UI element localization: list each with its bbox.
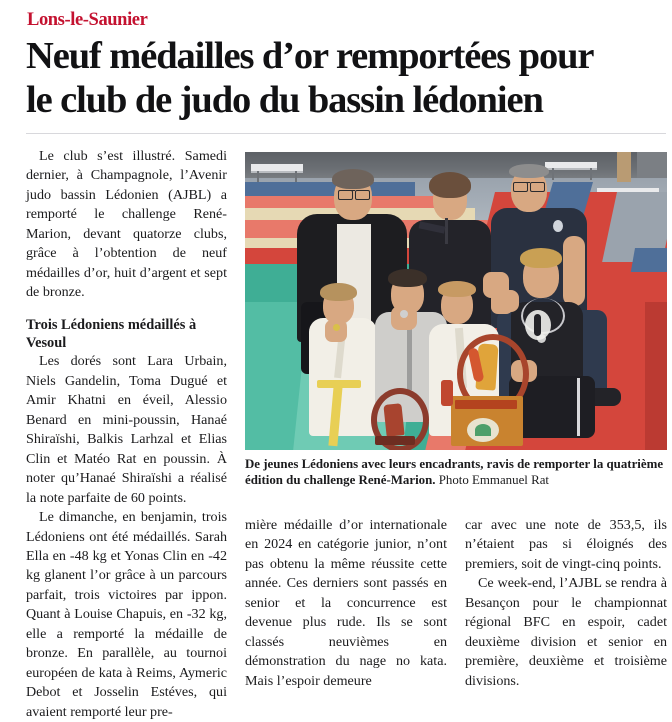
photo-scene [245,152,667,450]
hair [332,169,374,189]
glasses-lens-right [355,190,370,200]
article-photo [245,152,667,450]
polo-logo [553,220,563,232]
article-column-right [465,516,667,691]
trophy-nameplate [455,400,517,409]
photo-caption [245,456,669,488]
page-title [26,34,656,122]
header-divider [26,133,666,134]
hair-grey [509,164,549,178]
table-leg [590,168,592,180]
hair [320,283,357,301]
trophy-small-body [441,380,453,406]
article-column-left [26,147,227,722]
tshirt-print-detail [534,314,541,336]
trophy-base [375,436,415,445]
hair [388,269,427,287]
headline-line-1: Neuf médailles d’or remportées pour [26,35,594,77]
hair [520,248,562,268]
paragraph-sunday: Le dimanche, en benjamin, trois Lédoniens ont été médaillés. Sarah Ella en -48 kg et Yonas Clin en -42 kg glanent l’or grâce à un parcours parfait, trois victoires par ippon. Quant à Louise Chapuis, en -32 kg, elle a remporté la médaille de bronze. En parallèle, au tournoi européen de kata à Reims, Aymeric Debot et Josselin Estéves, qui avaient remporté leur pre- [26,509,227,720]
glasses-lens-right [530,182,545,192]
section-subheading: Trois Lédoniens médaillés à Vesoul [26,316,197,352]
glasses-bridge [351,190,355,191]
headline-line-2: le club de judo du bassin lédonien [26,79,543,121]
trophy-figure [383,403,404,437]
glasses-lens-left [513,182,528,192]
article-kicker-location: Lons-le-Saunier [27,10,148,30]
trophy-logo-leaf [475,424,491,436]
arm-bare [563,236,585,306]
table-leg [552,168,554,180]
caption-text: De jeunes Lédoniens avec leurs encadrants, ravis de remporter la quatrième édition du challenge René-Marion. [245,457,664,488]
hand-raised [495,290,519,312]
lead-paragraph: Le club s’est illustré. Samedi dernier, à Champagnole, l’Avenir judo bassin Lédonien (AJBL) a remporté le challenge René-Marion, devant quatorze clubs, grâce à l’obtention de neuf médailles d’or, huit d’argent et sept de bronze. [26,148,227,301]
glasses-bridge [526,182,530,183]
wall-pillar [617,152,631,182]
photo-credit: Photo Emmanuel Rat [435,473,549,488]
medal [333,324,340,331]
wall-panel [637,152,667,178]
hair [429,172,471,198]
article-column-middle [245,516,447,691]
glasses-lens-left [338,190,353,200]
tatami-red-dark [645,302,667,450]
hoodie-zip [407,320,412,390]
paragraph-medalists: Les dorés sont Lara Urbain, Niels Gandelin, Toma Dugué et Amir Khatni en éveil, Alessio Benard en mini-poussin, Hanaé Shiraïshi, Balkis Larhzal et Elias Clin et Matéo Rat en poussin. À noter qu’Hanaé Shiraïshi a réalisé la note parfaite de 60 points. [26,353,227,506]
paragraph-score-continued: car avec une note de 353,5, ils n’étaient pas si éloignés des premiers, soit de vingt-cinq points. [465,517,667,572]
hair [438,281,476,297]
track-pants-stripe [577,378,580,436]
polo-placket [445,218,448,244]
paragraph-next-weekend: Ce week-end, l’AJBL se rendra à Besançon pour le championnat régional BFC en espoir, cadet deuxième division et senior en première, deuxième et troisième divisions. [465,575,667,689]
medal-silver [400,310,408,318]
paragraph-kata-continued: mière médaille d’or internationale en 2024 en catégorie junior, n’ont pas obtenu la même réussite cette année. Ces derniers sont passés en senior et la concurrence est devenue plus rude. Ils se sont classés neuvièmes en démonstration du nage no kata. Mais l’espoir demeure [245,517,447,689]
